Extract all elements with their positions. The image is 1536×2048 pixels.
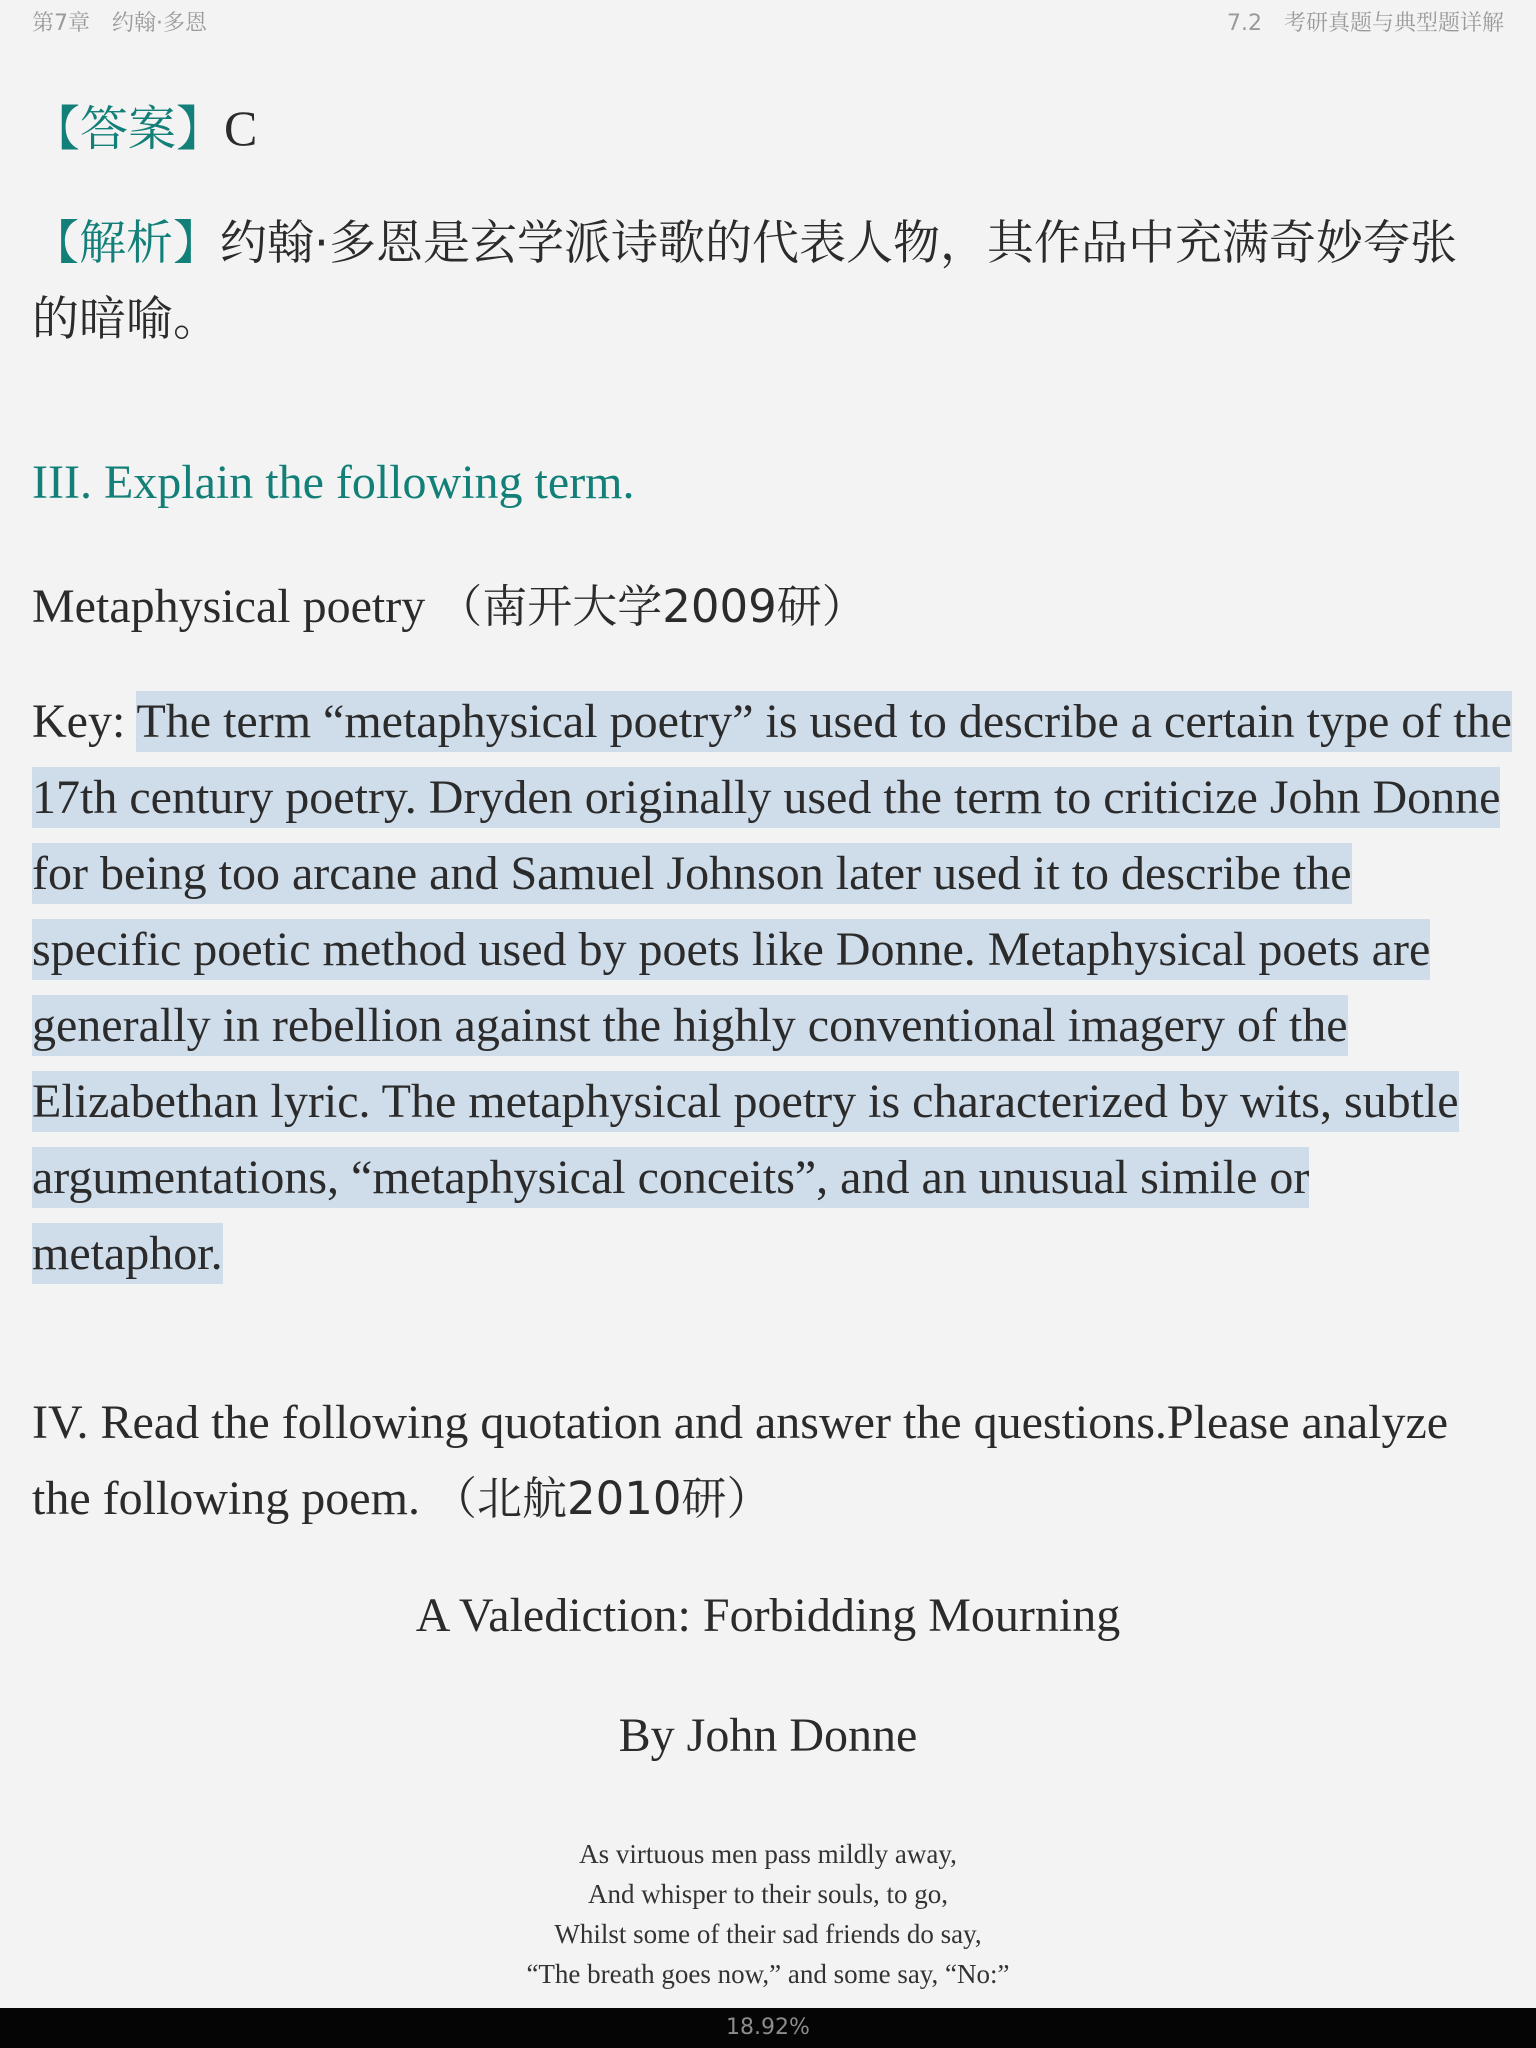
answer-value: C: [224, 100, 258, 156]
chapter-title: 第7章 约翰·多恩: [32, 11, 207, 36]
poem-line: Whilst some of their sad friends do say,: [554, 1919, 982, 1949]
poem-line: “The breath goes now,” and some say, “No:”: [526, 1959, 1010, 1989]
section-4-heading: [32, 1385, 1502, 1537]
analysis-text: 约翰·多恩是玄学派诗歌的代表人物，其作品中充满奇妙夸张的暗喻。: [32, 216, 1457, 347]
key-label: Key:: [32, 695, 137, 748]
progress-percent: 18.92%: [726, 2015, 810, 2040]
poem-author: By John Donne: [618, 1709, 918, 1762]
term-source: （南开大学2009研）: [437, 580, 867, 633]
poem-line: And whisper to their souls, to go,: [588, 1879, 948, 1909]
poem-title: A Valediction: Forbidding Mourning: [415, 1589, 1121, 1642]
reader-header: [0, 0, 1536, 40]
section-4-source: （北航2010研）: [431, 1472, 772, 1525]
reading-progress-bar: [0, 2008, 1536, 2048]
term-name: Metaphysical poetry: [32, 580, 426, 633]
key-paragraph[interactable]: [32, 684, 1512, 1292]
analysis-paragraph: [32, 206, 1502, 358]
section-4-text: IV. Read the following quotation and answer the questions.Please analyze the following poem.: [32, 1396, 1449, 1525]
section-title: 7.2 考研真题与典型题详解: [1227, 11, 1504, 36]
term-line: [32, 570, 867, 635]
poem-line: As virtuous men pass mildly away,: [579, 1839, 957, 1869]
selected-text-highlight[interactable]: The term “metaphysical poetry” is used to describe a certain type of the 17th century poetry. Dryden originally used the term to criticize John Donne for being too arcane and Samuel Johnson later used it to describe the specific poetic method used by poets like Donne. Metaphysical poets are generally in rebellion against the highly conventional imagery of the Elizabethan lyric. The metaphysical poetry is characterized by wits, subtle argumentations, “metaphysical conceits”, and an unusual simile or metaphor.: [32, 691, 1512, 1284]
answer-line: [32, 90, 257, 159]
poem-image: [0, 1834, 1536, 1994]
answer-label: 【答案】: [32, 101, 225, 157]
analysis-label: 【解析】: [32, 216, 220, 271]
section-3-heading: III. Explain the following term.: [32, 456, 635, 509]
